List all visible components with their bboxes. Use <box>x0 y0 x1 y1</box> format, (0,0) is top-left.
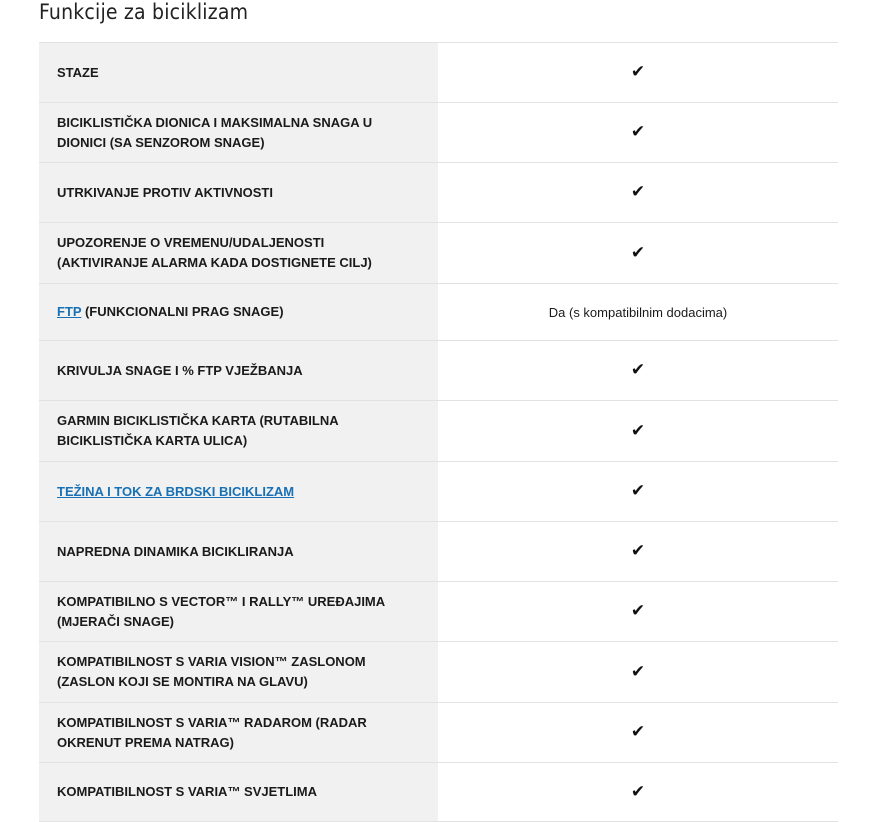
feature-value <box>438 642 838 702</box>
feature-value <box>438 43 838 102</box>
ftp-link[interactable]: FTP <box>57 304 82 319</box>
feature-label: KOMPATIBILNOST S VARIA VISION™ ZASLONOM (ZASLON KOJI SE MONTIRA NA GLAVU) <box>39 642 438 702</box>
feature-value <box>438 703 838 762</box>
table-row <box>39 462 838 522</box>
table-row <box>39 163 838 223</box>
table-row <box>39 341 838 401</box>
feature-label: KOMPATIBILNOST S VARIA™ RADAROM (RADAR OKRENUT PREMA NATRAG) <box>39 703 438 762</box>
table-row <box>39 522 838 582</box>
checkmark-icon: ✔ <box>630 781 646 802</box>
checkmark-icon: ✔ <box>630 481 646 501</box>
table-row <box>39 401 838 462</box>
feature-value <box>438 522 838 581</box>
feature-label: FTP (FUNKCIONALNI PRAG SNAGE) <box>39 284 438 340</box>
table-row <box>39 582 838 642</box>
feature-value <box>438 223 838 283</box>
feature-label: UPOZORENJE O VREMENU/UDALJENOSTI (AKTIVIRANJE ALARMA KADA DOSTIGNETE CILJ) <box>39 223 438 283</box>
feature-value: Da (s kompatibilnim dodacima) <box>548 304 728 320</box>
checkmark-icon: ✔ <box>630 62 646 82</box>
table-row <box>39 763 838 822</box>
table-row <box>39 703 838 763</box>
mtb-grit-flow-link[interactable]: TEŽINA I TOK ZA BRDSKI BICIKLIZAM <box>57 483 295 499</box>
checkmark-icon: ✔ <box>630 122 646 142</box>
checkmark-icon: ✔ <box>630 661 646 682</box>
checkmark-icon: ✔ <box>630 722 646 742</box>
checkmark-icon: ✔ <box>630 242 646 263</box>
feature-label: GARMIN BICIKLISTIČKA KARTA (RUTABILNA BICIKLISTIČKA KARTA ULICA) <box>39 401 438 461</box>
checkmark-icon: ✔ <box>630 541 646 561</box>
feature-label: STAZE <box>39 43 438 102</box>
table-row <box>39 43 838 103</box>
page-title: Funkcije za biciklizam <box>39 0 249 24</box>
feature-value <box>438 763 838 821</box>
feature-label: KRIVULJA SNAGE I % FTP VJEŽBANJA <box>39 341 438 400</box>
feature-label: NAPREDNA DINAMIKA BICIKLIRANJA <box>39 522 438 581</box>
checkmark-icon: ✔ <box>630 420 646 441</box>
checkmark-icon: ✔ <box>630 182 646 202</box>
table-row <box>39 103 838 163</box>
cycling-features-table <box>39 42 838 822</box>
checkmark-icon: ✔ <box>630 601 646 621</box>
feature-value <box>438 462 838 521</box>
table-row <box>39 223 838 284</box>
checkmark-icon: ✔ <box>630 360 646 380</box>
feature-label: KOMPATIBILNOST S VARIA™ SVJETLIMA <box>39 763 438 821</box>
feature-value <box>438 341 838 400</box>
feature-value <box>438 582 838 641</box>
feature-label <box>39 462 438 521</box>
feature-label: UTRKIVANJE PROTIV AKTIVNOSTI <box>39 163 438 222</box>
table-row <box>39 284 838 341</box>
feature-value <box>438 103 838 162</box>
feature-label: KOMPATIBILNO S VECTOR™ I RALLY™ UREĐAJIMA (MJERAČI SNAGE) <box>39 582 438 641</box>
feature-label: BICIKLISTIČKA DIONICA I MAKSIMALNA SNAGA U DIONICI (SA SENZOROM SNAGE) <box>39 103 438 162</box>
feature-value <box>438 401 838 461</box>
table-row <box>39 642 838 703</box>
feature-value <box>438 163 838 222</box>
